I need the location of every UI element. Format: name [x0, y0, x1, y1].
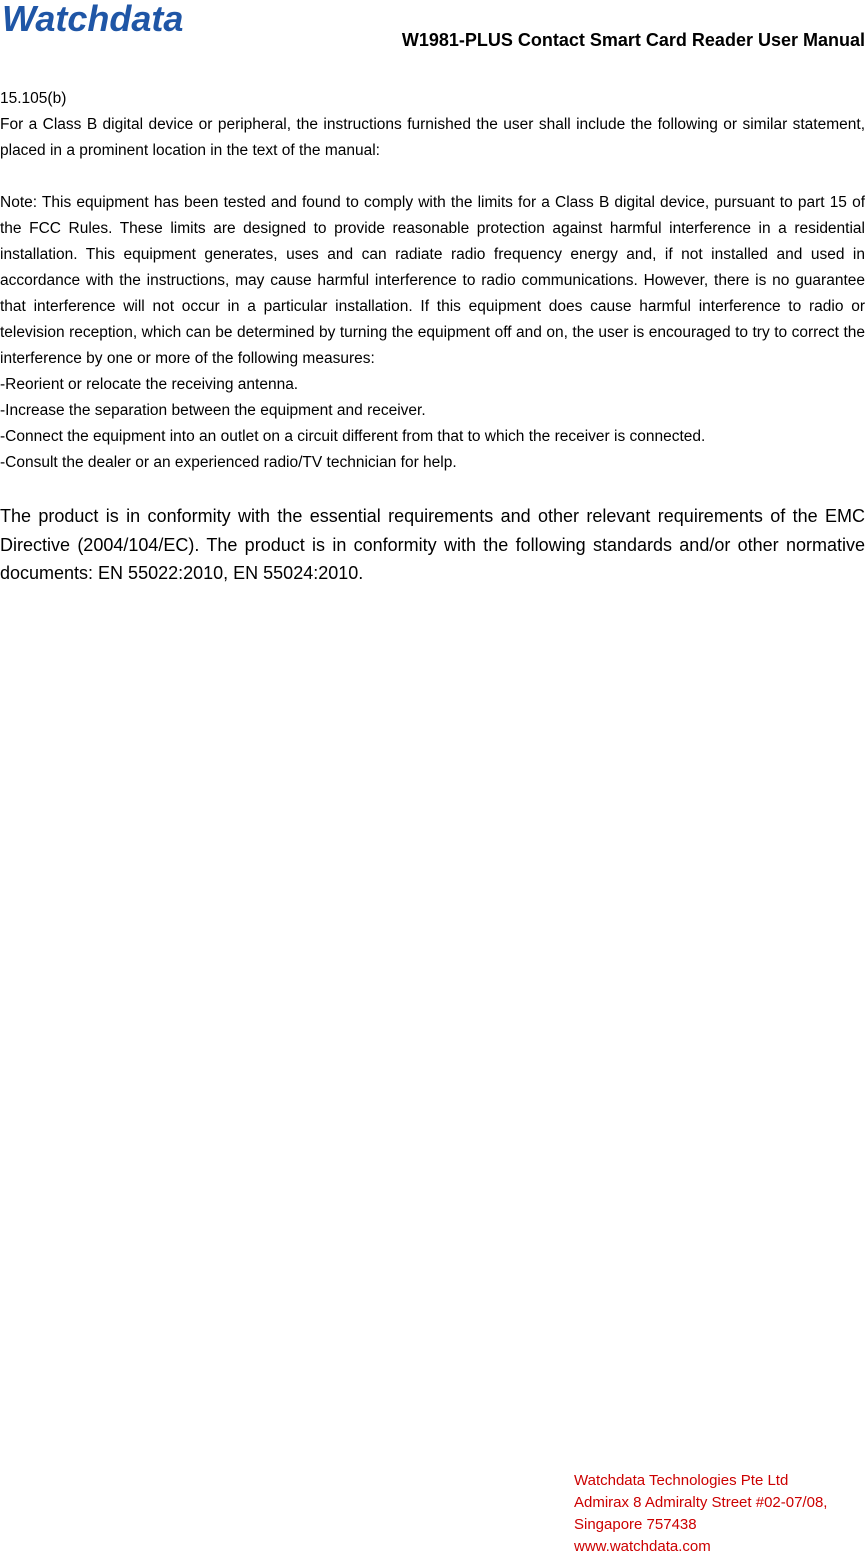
page-header [0, 0, 865, 60]
measure-item: -Connect the equipment into an outlet on a circuit different from that to which the receiver is connected. [0, 428, 706, 445]
footer-address: Admirax 8 Admiralty Street #02-07/08, [574, 1494, 828, 1511]
section-reference: 15.105(b) [0, 90, 67, 107]
measure-item: -Consult the dealer or an experienced radio/TV technician for help. [0, 454, 457, 471]
watchdata-logo [0, 0, 250, 40]
page-content [0, 86, 865, 588]
logo-text: Watchdata [2, 0, 184, 39]
measure-item: -Reorient or relocate the receiving antenna. [0, 376, 299, 393]
measure-item: -Increase the separation between the equipment and receiver. [0, 402, 426, 419]
intro-paragraph: For a Class B digital device or peripheral, the instructions furnished the user shall include the following or similar statement, placed in a prominent location in the text of the manual: [0, 116, 865, 159]
footer-website[interactable]: www.watchdata.com [574, 1538, 711, 1555]
company-footer [574, 1470, 827, 1558]
footer-company: Watchdata Technologies Pte Ltd [574, 1472, 789, 1489]
conformity-paragraph: The product is in conformity with the essential requirements and other relevant requirements of the EMC Directive (2004/104/EC). The product is in conformity with the following standards and/or other normative documents: EN 55022:2010, EN 55024:2010. [0, 506, 865, 583]
footer-city: Singapore 757438 [574, 1516, 697, 1533]
document-title: W1981-PLUS Contact Smart Card Reader User Manual [401, 30, 865, 50]
fcc-note-paragraph: Note: This equipment has been tested and found to comply with the limits for a Class B digital device, pursuant to part 15 of the FCC Rules. These limits are designed to provide reasonable protection against harmful interference in a residential installation. This equipment generates, uses and can radiate radio frequency energy and, if not installed and used in accordance with the instructions, may cause harmful interference to radio communications. However, there is no guarantee that interference will not occur in a particular installation. If this equipment does cause harmful interference to radio or television reception, which can be determined by turning the equipment off and on, the user is encouraged to try to correct the interference by one or more of the following measures: [0, 194, 865, 367]
